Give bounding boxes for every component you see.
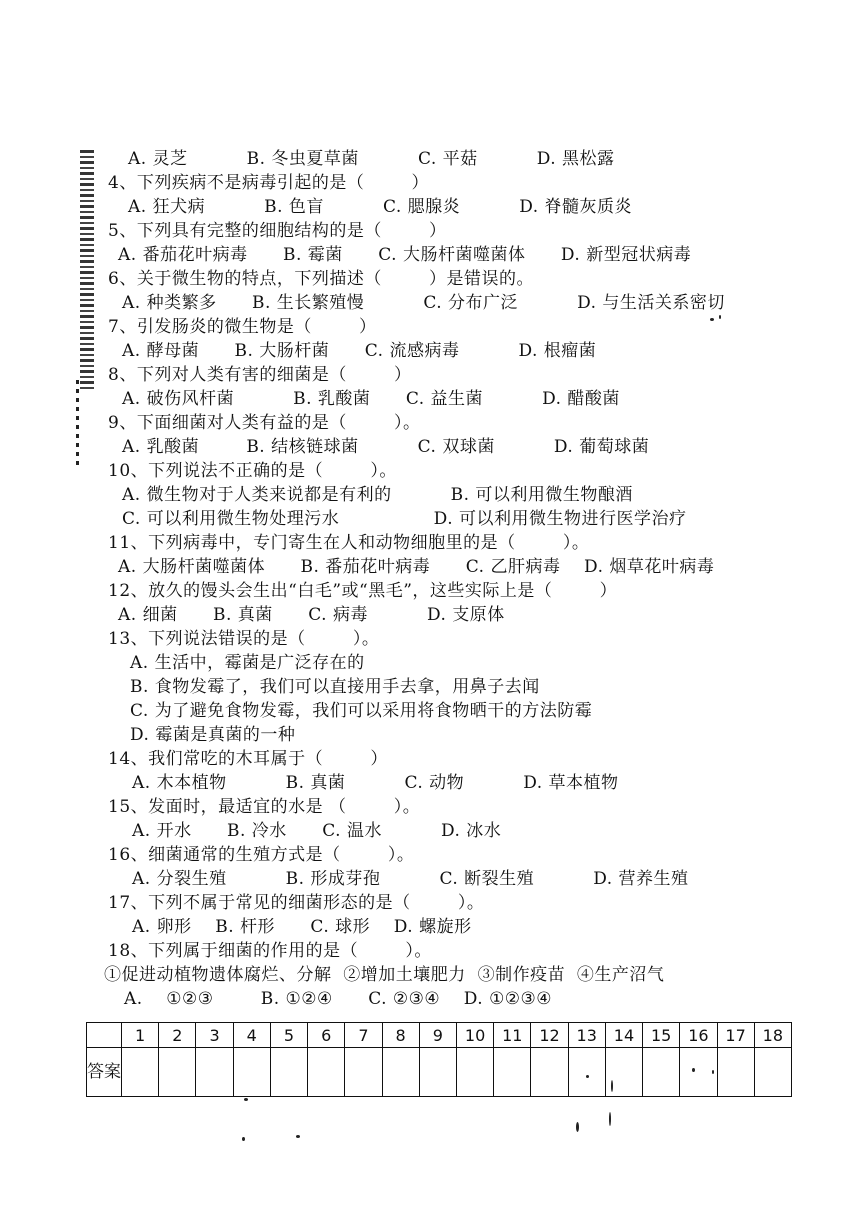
binding-margin-marks-lower [76,380,79,470]
answer-cell-17[interactable] [717,1048,754,1097]
answer-options: C. 可以利用微生物处理污水 D. 可以利用微生物进行医学治疗 [122,509,687,529]
scan-speck [244,1098,248,1101]
answer-cell-18[interactable] [754,1048,791,1097]
scan-speck [576,1122,579,1132]
answer-cell-9[interactable] [419,1048,456,1097]
answer-cell-3[interactable] [196,1048,233,1097]
question-stem: 16、细菌通常的生殖方式是（ ）。 [108,845,415,865]
answer-options: A. 种类繁多 B. 生长繁殖慢 C. 分布广泛 D. 与生活关系密切 [122,293,725,313]
answer-options: A. 灵芝 B. 冬虫夏草菌 C. 平菇 D. 黑松露 [128,149,615,169]
answer-options: A. 破伤风杆菌 B. 乳酸菌 C. 益生菌 D. 醋酸菌 [122,389,620,409]
scan-speck [586,1075,589,1078]
answer-options: A. 生活中，霉菌是广泛存在的 [130,653,365,673]
question-stem: 18、下列属于细菌的作用的是（ ）。 [108,941,432,961]
question-stem: 11、下列病毒中，专门寄生在人和动物细胞里的是（ ）。 [108,533,590,553]
answer-options: A. 酵母菌 B. 大肠杆菌 C. 流感病毒 D. 根瘤菌 [122,341,597,361]
scan-speck [609,1112,611,1126]
answer-options: A. 卵形 B. 杆形 C. 球形 D. 螺旋形 [132,917,472,937]
answer-number-9: 9 [419,1023,456,1048]
scan-speck [692,1068,695,1072]
answer-cell-5[interactable] [270,1048,307,1097]
answer-number-5: 5 [270,1023,307,1048]
binding-margin-marks [80,150,94,390]
answer-number-15: 15 [643,1023,680,1048]
answer-options: A. 分裂生殖 B. 形成芽孢 C. 断裂生殖 D. 营养生殖 [132,869,689,889]
answer-number-2: 2 [159,1023,196,1048]
scan-speck [611,1080,613,1092]
answer-options: A. 大肠杆菌噬菌体 B. 番茄花叶病毒 C. 乙肝病毒 D. 烟草花叶病毒 [118,557,715,577]
answer-table-header-row [87,1023,792,1048]
answer-options: A. 细菌 B. 真菌 C. 病毒 D. 支原体 [118,605,505,625]
question-stem: 6、关于微生物的特点，下列描述（ ）是错误的。 [108,269,535,289]
answer-number-6: 6 [308,1023,345,1048]
question-stem: 14、我们常吃的木耳属于（ ） [108,749,388,769]
answer-number-17: 17 [717,1023,754,1048]
answer-number-13: 13 [568,1023,605,1048]
question-stem: 17、下列不属于常见的细菌形态的是（ ）。 [108,893,485,913]
scan-speck [719,315,721,319]
question-stem: 8、下列对人类有害的细菌是（ ） [108,365,412,385]
answer-table-corner [87,1023,122,1048]
question-stem: 12、放久的馒头会生出“白毛”或“黑毛”，这些实际上是（ ） [108,581,618,601]
answer-options: A. 木本植物 B. 真菌 C. 动物 D. 草本植物 [132,773,619,793]
answer-options: A. 乳酸菌 B. 结核链球菌 C. 双球菌 D. 葡萄球菌 [122,437,650,457]
answer-cell-12[interactable] [531,1048,568,1097]
question-stem: 15、发面时，最适宜的水是 （ ）。 [108,797,421,817]
scan-speck [296,1135,300,1138]
answer-options: A. 开水 B. 冷水 C. 温水 D. 冰水 [132,821,502,841]
answer-number-12: 12 [531,1023,568,1048]
scan-speck [710,318,714,321]
answer-options: D. 霉菌是真菌的一种 [130,725,296,745]
answer-cell-2[interactable] [159,1048,196,1097]
answer-options: A. 狂犬病 B. 色盲 C. 腮腺炎 D. 脊髓灰质炎 [128,197,633,217]
answer-cell-13[interactable] [568,1048,605,1097]
answer-cell-7[interactable] [345,1048,382,1097]
answer-number-3: 3 [196,1023,233,1048]
answer-options: A. 微生物对于人类来说都是有利的 B. 可以利用微生物酿酒 [122,485,633,505]
answer-number-10: 10 [456,1023,493,1048]
answer-options: A. 番茄花叶病毒 B. 霉菌 C. 大肠杆菌噬菌体 D. 新型冠状病毒 [118,245,692,265]
answer-cell-11[interactable] [494,1048,531,1097]
answer-options: C. 为了避免食物发霉，我们可以采用将食物晒干的方法防霉 [130,701,593,721]
answer-table-answer-row [87,1048,792,1097]
answer-number-16: 16 [680,1023,717,1048]
answer-table [86,1022,792,1097]
scan-speck [712,1070,714,1074]
answer-cell-6[interactable] [308,1048,345,1097]
answer-label: 答案 [87,1048,122,1097]
answer-number-7: 7 [345,1023,382,1048]
answer-number-4: 4 [233,1023,270,1048]
question-stem: 10、下列说法不正确的是（ ）。 [108,461,397,481]
question-stem: 5、下列具有完整的细胞结构的是（ ） [108,221,447,241]
question-stem: 9、下面细菌对人类有益的是（ ）。 [108,413,421,433]
answer-number-1: 1 [122,1023,159,1048]
answer-number-11: 11 [494,1023,531,1048]
answer-number-14: 14 [605,1023,642,1048]
question-stem: 7、引发肠炎的微生物是（ ） [108,317,377,337]
answer-options: B. 食物发霉了，我们可以直接用手去拿，用鼻子去闻 [130,677,540,697]
answer-options: A. ①②③ B. ①②④ C. ②③④ D. ①②③④ [124,989,553,1009]
scan-speck [242,1137,245,1141]
question-stem: 4、下列疾病不是病毒引起的是（ ） [108,173,430,193]
answer-number-18: 18 [754,1023,791,1048]
answer-number-8: 8 [382,1023,419,1048]
answer-cell-1[interactable] [122,1048,159,1097]
question-stem: 13、下列说法错误的是（ ）。 [108,629,380,649]
answer-cell-4[interactable] [233,1048,270,1097]
answer-cell-15[interactable] [643,1048,680,1097]
answer-cell-10[interactable] [456,1048,493,1097]
answer-cell-8[interactable] [382,1048,419,1097]
answer-options: ①促进动植物遗体腐烂、分解 ②增加土壤肥力 ③制作疫苗 ④生产沼气 [104,965,665,985]
